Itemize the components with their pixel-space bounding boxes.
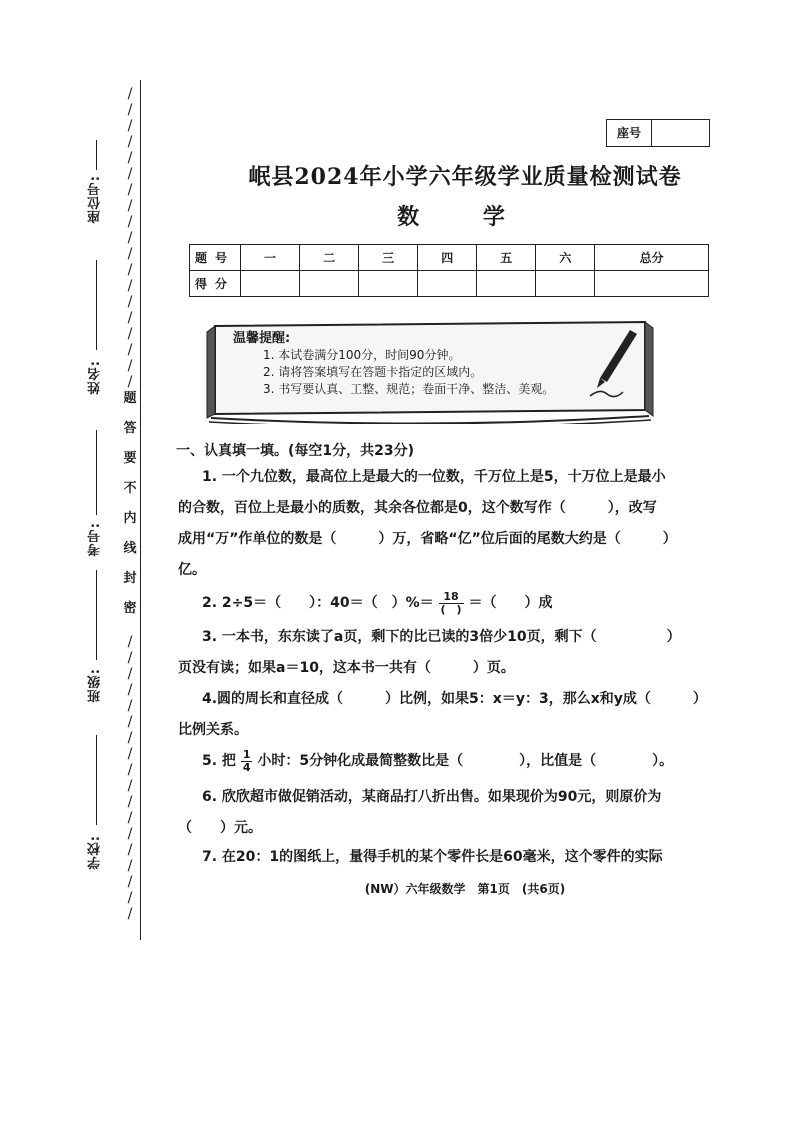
score-cell[interactable] xyxy=(477,271,536,297)
score-table xyxy=(189,244,709,297)
reminder-item: 1. 本试卷满分100分，时间90分钟。 xyxy=(263,348,461,362)
score-cell[interactable] xyxy=(359,271,418,297)
class-label: 班级: xyxy=(88,668,103,703)
row-header-number: 题号 xyxy=(190,245,241,271)
question-2 xyxy=(178,588,710,619)
reminder-text xyxy=(233,330,643,398)
score-table-header-row xyxy=(190,245,709,271)
seat-number-box xyxy=(606,119,710,147)
reminder-title: 温馨提醒: xyxy=(233,331,291,346)
question-text: ＝（ ）成 xyxy=(468,595,553,611)
question-7 xyxy=(178,842,710,873)
column-header: 六 xyxy=(536,245,595,271)
question-1 xyxy=(178,462,710,586)
row-header-score: 得分 xyxy=(190,271,241,297)
question-line: 1. 一个九位数，最高位上是最大的一位数，千万位上是5，十万位上是最小 xyxy=(202,469,666,485)
fraction xyxy=(241,749,253,774)
page-footer: (NW）六年级数学 第1页 (共6页) xyxy=(364,882,566,896)
column-header: 总分 xyxy=(595,245,709,271)
exam-number-label: 考号: xyxy=(88,522,103,557)
slash-column-top: / / / / / / / / / / / / / / / / / / / xyxy=(127,86,133,390)
reminder-book xyxy=(205,318,655,424)
column-header: 二 xyxy=(300,245,359,271)
score-cell[interactable] xyxy=(241,271,300,297)
score-table-score-row xyxy=(190,271,709,297)
seal-char: 内 xyxy=(123,511,137,526)
question-line: 比例关系。 xyxy=(178,722,248,738)
fraction-denominator: 4 xyxy=(242,760,251,774)
reminder-item: 3. 书写要认真、工整、规范；卷面干净、整洁、美观。 xyxy=(263,382,555,396)
column-header: 三 xyxy=(359,245,418,271)
exam-title: 岷县2024年小学六年级学业质量检测试卷 xyxy=(248,164,682,190)
question-line: （ ）元。 xyxy=(178,820,262,836)
seat-number-label: 座位号: xyxy=(88,175,103,224)
question-line: 6. 欣欣超市做促销活动，某商品打八折出售。如果现价为90元，则原价为 xyxy=(202,789,662,805)
subject-title: 数 学 xyxy=(397,204,533,230)
seal-char: 封 xyxy=(123,571,137,586)
fraction xyxy=(439,591,464,616)
class-line xyxy=(96,570,97,660)
seat-number-line xyxy=(96,140,97,170)
column-header: 四 xyxy=(418,245,477,271)
section-heading: 一、认真填一填。(每空1分，共23分) xyxy=(176,443,415,459)
slash-column-bottom: / / / / / / / / / / / / / / / / / / xyxy=(127,634,133,922)
question-line: 7. 在20：1的图纸上，量得手机的某个零件长是60毫米，这个零件的实际 xyxy=(202,849,663,865)
question-text: 5. 把 xyxy=(202,753,236,769)
question-4 xyxy=(178,684,710,746)
score-cell[interactable] xyxy=(595,271,709,297)
name-line xyxy=(96,260,97,350)
school-label: 学校: xyxy=(88,835,103,870)
seal-char: 题 xyxy=(123,391,137,406)
seal-char: 要 xyxy=(123,451,137,466)
seat-box-label: 座号 xyxy=(607,120,652,146)
question-line: 页没有读；如果a＝10，这本书一共有（ ）页。 xyxy=(178,660,515,676)
question-line xyxy=(178,588,710,619)
question-line: 的合数，百位上是最小的质数，其余各位都是0，这个数写作（ ），改写 xyxy=(178,500,657,516)
question-text: 2. 2÷5＝（ ）：40＝（ ）%＝ xyxy=(202,595,434,611)
column-header: 一 xyxy=(241,245,300,271)
seal-char: 答 xyxy=(123,421,137,436)
seat-box-field[interactable] xyxy=(652,120,709,146)
seal-char: 不 xyxy=(123,481,137,496)
question-3 xyxy=(178,622,710,684)
column-header: 五 xyxy=(477,245,536,271)
fraction-numerator: 18 xyxy=(439,591,464,604)
seal-text-column xyxy=(121,384,139,624)
exam-number-line xyxy=(96,430,97,515)
seal-char: 线 xyxy=(123,541,137,556)
question-5 xyxy=(178,746,710,777)
school-line xyxy=(96,735,97,825)
name-label: 姓名: xyxy=(88,360,103,395)
question-text: 小时：5分钟化成最简整数比是（ ），比值是（ ）。 xyxy=(257,753,674,769)
seal-char: 密 xyxy=(123,601,137,616)
question-line: 成用“万”作单位的数是（ ）万，省略“亿”位后面的尾数大约是（ ） xyxy=(178,531,677,547)
score-cell[interactable] xyxy=(300,271,359,297)
question-line: 3. 一本书，东东读了a页，剩下的比已读的3倍少10页，剩下（ ） xyxy=(202,629,681,645)
binding-line xyxy=(140,80,141,940)
score-cell[interactable] xyxy=(536,271,595,297)
score-cell[interactable] xyxy=(418,271,477,297)
question-line: 4.圆的周长和直径成（ ）比例，如果5：x＝y：3，那么x和y成（ ） xyxy=(202,691,707,707)
fraction-denominator: ( ) xyxy=(440,602,462,616)
question-line: 亿。 xyxy=(178,562,206,578)
question-line xyxy=(178,746,710,777)
fraction-numerator: 1 xyxy=(242,747,251,761)
question-6 xyxy=(178,782,710,844)
reminder-item: 2. 请将答案填写在答题卡指定的区域内。 xyxy=(263,365,483,379)
